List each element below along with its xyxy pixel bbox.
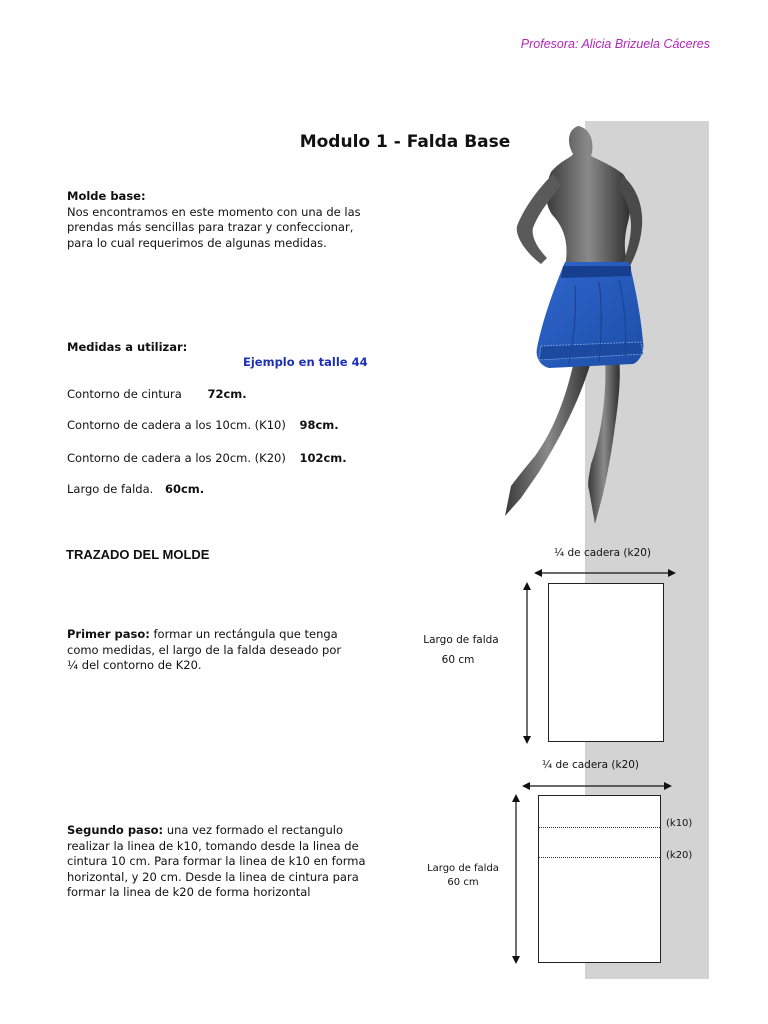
molde-base-section — [67, 189, 397, 251]
author-header: Profesora: Alicia Brizuela Cáceres — [520, 37, 710, 51]
diagram2-width-arrow — [522, 779, 674, 793]
diagram1-height-value: 60 cm — [441, 654, 475, 666]
molde-base-line-2: prendas más sencillas para trazar y confeccionar, — [67, 220, 354, 234]
segundo-paso-line-2: realizar la linea de k10, tomando desde la linea de — [67, 838, 359, 853]
diagram1-height-label: Largo de falda — [423, 634, 499, 646]
measure-value: 98cm. — [299, 418, 339, 432]
molde-base-heading: Molde base: — [67, 189, 146, 203]
segundo-paso-line-4: horizontal, y 20 cm. Desde la linea de cintura para — [67, 869, 359, 884]
molde-base-line-3: para lo cual requerimos de algunas medidas. — [67, 235, 327, 250]
diagram2-height-label: Largo de falda — [427, 863, 499, 874]
primer-paso-line-1: formar un rectángula que tenga — [149, 627, 338, 641]
k10-line — [539, 827, 660, 828]
segundo-paso-text — [67, 823, 380, 901]
mannequin-left-arm — [517, 174, 561, 264]
k20-label: (k20) — [666, 850, 693, 861]
measure-row-k20 — [67, 451, 347, 467]
mannequin-left-leg — [505, 356, 591, 516]
diagram2-height-arrow — [509, 794, 523, 964]
molde-base-line-1: Nos encontramos en este momento con una de las — [67, 204, 361, 219]
measure-label: Contorno de cintura — [67, 387, 182, 401]
page-title: Modulo 1 - Falda Base — [299, 132, 511, 152]
trazado-heading: TRAZADO DEL MOLDE — [66, 547, 210, 562]
primer-paso-line-3: ¼ del contorno de K20. — [67, 658, 202, 672]
diagram1-width-arrow — [534, 566, 678, 580]
primer-paso-text — [67, 627, 387, 674]
medidas-heading: Medidas a utilizar: — [67, 340, 188, 354]
measure-value: 102cm. — [299, 451, 347, 465]
segundo-paso-label: Segundo paso: — [67, 823, 164, 837]
diagram1-height-arrow — [520, 582, 534, 744]
measure-row-largo — [67, 482, 204, 498]
measure-value: 60cm. — [164, 482, 205, 496]
diagram2-width-label: ¼ de cadera (k20) — [542, 759, 640, 771]
k10-label: (k10) — [666, 818, 693, 829]
segundo-paso-line-1: una vez formado el rectangulo — [163, 823, 343, 837]
measure-label: Contorno de cadera a los 20cm. (K20) — [67, 451, 286, 465]
diagram1-rectangle — [548, 583, 664, 742]
measure-label: Largo de falda. — [67, 482, 154, 496]
measure-row-cintura — [67, 387, 247, 403]
primer-paso-line-2: como medidas, el largo de la falda deseado por — [67, 642, 342, 657]
primer-paso-label: Primer paso: — [67, 627, 150, 641]
mannequin-torso — [546, 126, 630, 266]
mannequin-right-leg — [588, 358, 620, 524]
diagram2-height-value: 60 cm — [447, 877, 479, 888]
diagram1-width-label: ¼ de cadera (k20) — [554, 547, 652, 559]
measure-row-k10 — [67, 418, 339, 434]
example-size-label: Ejemplo en talle 44 — [243, 355, 368, 369]
measure-label: Contorno de cadera a los 10cm. (K10) — [67, 418, 286, 432]
segundo-paso-line-5: formar la linea de k20 de forma horizontal — [67, 885, 311, 899]
measure-value: 72cm. — [207, 387, 247, 401]
mannequin-illustration — [495, 126, 665, 526]
k20-line — [539, 857, 660, 858]
segundo-paso-line-3: cintura 10 cm. Para formar la linea de k10 en forma — [67, 854, 366, 868]
diagram2-rectangle — [538, 795, 661, 963]
